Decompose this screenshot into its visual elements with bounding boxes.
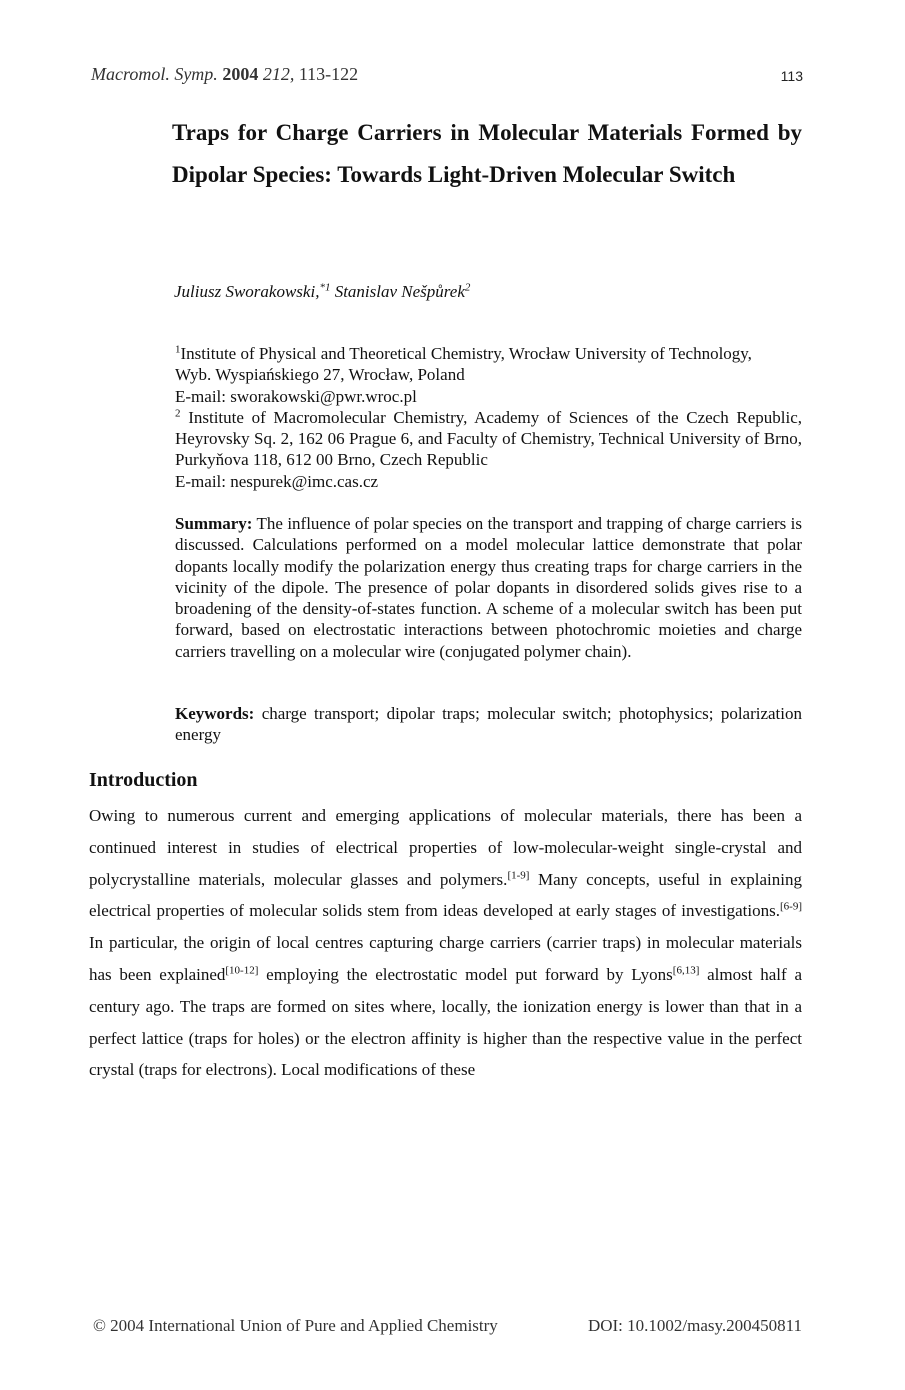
introduction-paragraph: Owing to numerous current and emerging applications of molecular materials, there has been a continued interest in studies of electrical properties of low-molecular-weight single-crystal and polycrystalline materials, molecular glasses and polymers.[1-9] Many concepts, useful in explaining electrical properties of molecular solids stem from ideas developed at early stages of investigations.[6-9] In particular, the origin of local centres capturing charge carriers (carrier traps) in molecular materials has been explained[10-12] employing the electrostatic model put forward by Lyons[6,13] almost half a century ago. The traps are formed on sites where, locally, the ionization energy is lower than that in a perfect lattice (traps for holes) or the electron affinity is higher than the respective value in the perfect crystal (traps for electrons). Local modifications of these xyxy=(89,806,803,1080)
affiliation-2: $^2$ Institute of Macromolecular Chemistry, Academy of Sciences of the Czech Republic, Heyrovsky Sq. 2, 162 06 Prague 6, and Faculty of Chemistry, Technical University of Brno, Purkyňova 118, 612 00 Brno, Czech Republic xyxy=(175,407,803,470)
affiliation-1-email: E-mail: sworakowski@pwr.wroc.pl xyxy=(175,386,417,406)
citation-ref: [1-9] xyxy=(507,868,530,881)
footer-doi: DOI: 10.1002/masy.200450811 xyxy=(587,1316,802,1335)
affiliation-2-mark: 2 xyxy=(175,407,181,420)
journal-year: 2004 xyxy=(222,64,259,84)
affiliation-1-line-1: $^1$Institute of Physical and Theoretical Chemistry, Wrocław University of Technology, xyxy=(175,343,752,363)
author-1-mark: *1 xyxy=(319,281,331,294)
citation-ref: [6,13] xyxy=(672,964,700,977)
affiliation-1-mark: 1 xyxy=(175,343,181,356)
keywords-paragraph xyxy=(175,703,802,746)
keywords-text: charge transport; dipolar traps; molecular switch; photophysics; polarization energy xyxy=(175,704,803,745)
author-2: Stanislav Nešpůrek xyxy=(334,282,465,301)
page-number: 113 xyxy=(780,68,803,84)
affiliation-2-email: E-mail: nespurek@imc.cas.cz xyxy=(175,471,379,491)
summary-label: Summary: xyxy=(175,514,253,533)
author-1: Juliusz Sworakowski, xyxy=(174,282,320,301)
author-2-mark: 2 xyxy=(464,281,471,294)
running-head xyxy=(91,64,358,85)
citation-ref: [10-12] xyxy=(225,964,259,977)
journal-volume: 212, xyxy=(262,64,295,84)
paper-title: Traps for Charge Carriers in Molecular Materials Formed by Dipolar Species: Towards Light-Driven Molecular Switch xyxy=(172,120,802,187)
citation-ref: [6-9] xyxy=(780,900,802,913)
summary-text: The influence of polar species on the transport and trapping of charge carriers is discussed. Calculations performed on a model molecular lattice demonstrate that polar dopants locally modify the polarization energy thus creating traps for charge carriers in the vicinity of the dipole. The presence of polar dopants in disordered solids gives rise to a broadening of the density-of-states function. A scheme of a molecular switch has been put forward, based on electrostatic interactions between photochromic moieties and charge carriers travelling on a molecular wire (conjugated polymer chain). xyxy=(175,514,802,661)
journal-pages: 113-122 xyxy=(298,64,359,84)
affiliations xyxy=(175,343,802,492)
footer-copyright: © 2004 International Union of Pure and Applied Chemistry xyxy=(93,1316,498,1335)
summary-paragraph xyxy=(175,513,802,662)
keywords-label: Keywords: xyxy=(175,704,255,723)
journal-name: Macromol. Symp. xyxy=(91,64,218,84)
author-list xyxy=(174,282,470,302)
affiliation-1-line-2: Wyb. Wyspiańskiego 27, Wrocław, Poland xyxy=(175,365,465,385)
section-heading-introduction: Introduction xyxy=(89,769,198,791)
